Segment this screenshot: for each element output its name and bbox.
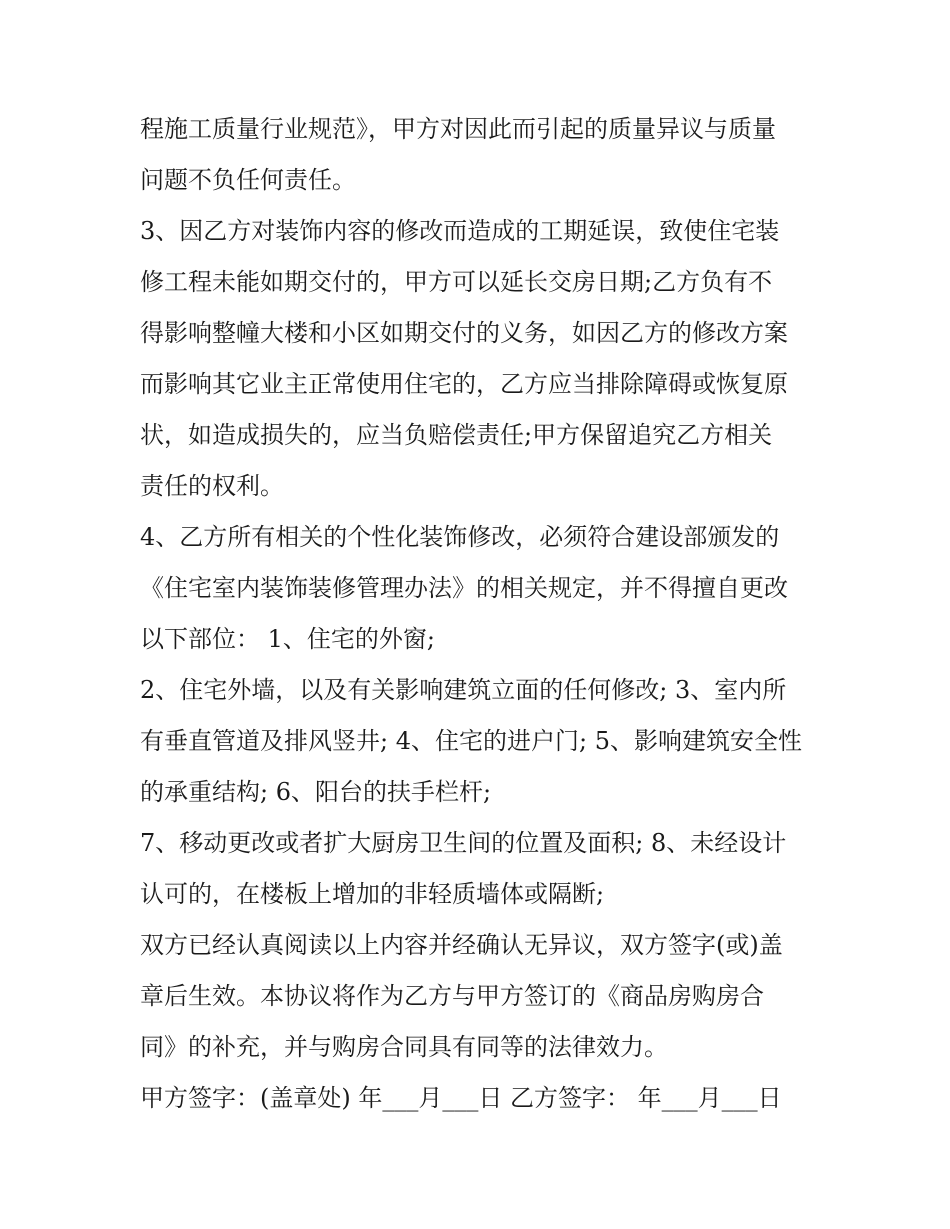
text-line: 责任的权利。 bbox=[140, 472, 284, 500]
paragraph-continuation bbox=[140, 104, 820, 206]
signature-line bbox=[140, 1073, 820, 1124]
paragraph-item-3 bbox=[140, 206, 820, 512]
text-line: 2、住宅外墙，以及有关影响建筑立面的任何修改; 3、室内所 bbox=[140, 676, 787, 704]
document-body bbox=[140, 104, 820, 1124]
text-line: 4、乙方所有相关的个性化装饰修改，必须符合建设部颁发的 bbox=[140, 523, 780, 551]
text-line: 状，如造成损失的，应当负赔偿责任;甲方保留追究乙方相关 bbox=[140, 421, 773, 449]
paragraph-item-2 bbox=[140, 665, 820, 818]
text-line: 认可的，在楼板上增加的非轻质墙体或隔断; bbox=[140, 880, 605, 908]
text-line: 3、因乙方对装饰内容的修改而造成的工期延误，致使住宅装 bbox=[140, 217, 780, 245]
text-line: 问题不负任何责任。 bbox=[140, 166, 356, 194]
text-line: 修工程未能如期交付的，甲方可以延长交房日期;乙方负有不 bbox=[140, 268, 773, 296]
text-line: 章后生效。本协议将作为乙方与甲方签订的《商品房购房合 bbox=[140, 982, 764, 1010]
text-line: 而影响其它业主正常使用住宅的，乙方应当排除障碍或恢复原 bbox=[140, 370, 788, 398]
text-line: 程施工质量行业规范》，甲方对因此而引起的质量异议与质量 bbox=[140, 115, 776, 143]
text-line: 得影响整幢大楼和小区如期交付的义务，如因乙方的修改方案 bbox=[140, 319, 788, 347]
text-line: 同》的补充，并与购房合同具有同等的法律效力。 bbox=[140, 1033, 668, 1061]
text-line: 以下部位： 1、住宅的外窗; bbox=[140, 625, 435, 653]
paragraph-effect bbox=[140, 920, 820, 1073]
paragraph-item-4 bbox=[140, 512, 820, 665]
text-line: 7、移动更改或者扩大厨房卫生间的位置及面积; 8、未经设计 bbox=[140, 829, 787, 857]
paragraph-item-7 bbox=[140, 818, 820, 920]
text-line: 的承重结构; 6、阳台的扶手栏杆; bbox=[140, 778, 492, 806]
text-line: 有垂直管道及排风竖井; 4、住宅的进户门; 5、影响建筑安全性 bbox=[140, 727, 802, 755]
text-line: 双方已经认真阅读以上内容并经确认无异议，双方签字(或)盖 bbox=[140, 931, 783, 959]
text-line: 《住宅室内装饰装修管理办法》的相关规定，并不得擅自更改 bbox=[140, 574, 788, 602]
text-line: 甲方签字：(盖章处) 年___月___日 乙方签字： 年___月___日 bbox=[140, 1084, 782, 1112]
